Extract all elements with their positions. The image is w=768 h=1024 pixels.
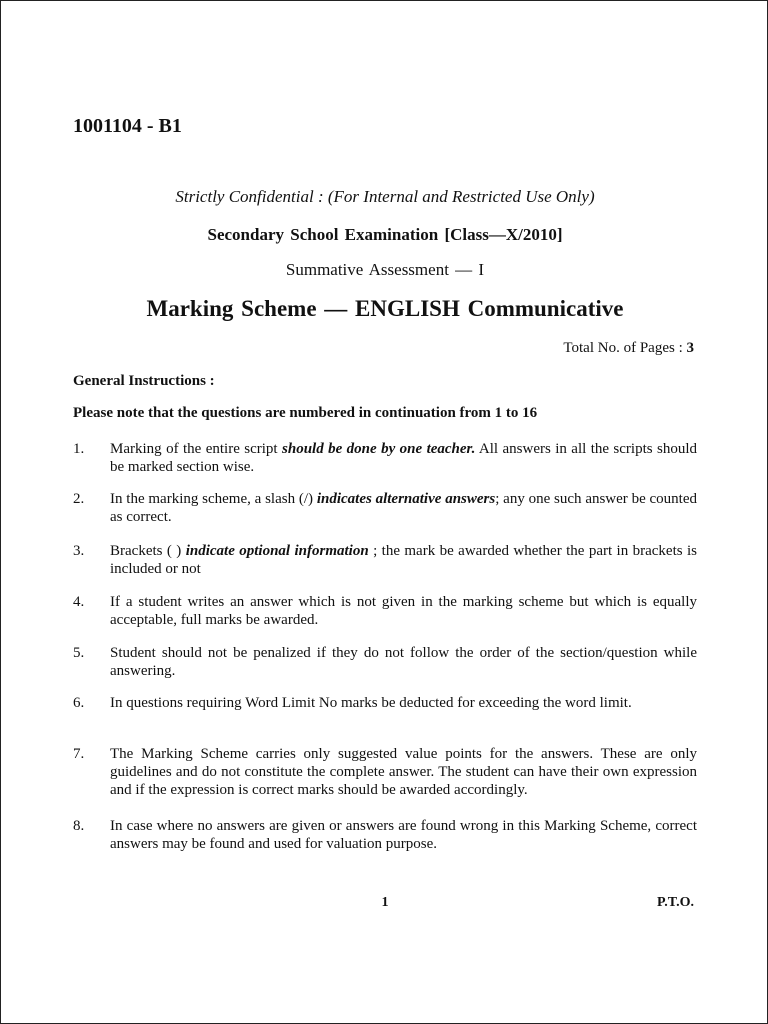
exam-name: Secondary School Examination [Class—X/2010] bbox=[207, 225, 563, 244]
item-number: 7. bbox=[73, 746, 85, 762]
item-text: In questions requiring Word Limit No marks be deducted for exceeding the word limit. bbox=[110, 695, 632, 711]
item-text-emphasis: should be done by one teacher. bbox=[282, 441, 476, 457]
item-text-plain: Marking of the entire script bbox=[110, 441, 283, 457]
instruction-item-2 bbox=[73, 490, 697, 526]
page-number: 1 bbox=[381, 895, 389, 910]
item-text-plain-after: All answers in all the scripts should be marked section wise. bbox=[110, 441, 698, 475]
numbering-note: Please note that the questions are numbered in continuation from 1 to 16 bbox=[73, 405, 538, 421]
item-text-emphasis: indicate optional information bbox=[185, 543, 369, 559]
item-text: If a student writes an answer which is not given in the marking scheme but which is equally acceptable, full marks be awarded. bbox=[110, 594, 697, 628]
item-text-plain: Brackets ( ) bbox=[110, 543, 186, 559]
item-text bbox=[110, 440, 697, 476]
item-text: Student should not be penalized if they do not follow the order of the section/question while answering. bbox=[110, 645, 697, 679]
item-text: In case where no answers are given or answers are found wrong in this Marking Scheme, correct answers may be found and used for valuation purpose. bbox=[110, 818, 697, 852]
item-text-plain: In the marking scheme, a slash (/) bbox=[110, 491, 317, 507]
item-number: 6. bbox=[73, 695, 85, 711]
total-pages-value: 3 bbox=[686, 340, 694, 356]
item-number: 5. bbox=[73, 645, 85, 661]
instruction-item-7 bbox=[73, 745, 697, 799]
item-text-emphasis: indicates alternative answers bbox=[316, 491, 496, 507]
item-number: 2. bbox=[73, 491, 85, 507]
item-text bbox=[110, 490, 697, 526]
instruction-item-6 bbox=[73, 694, 697, 712]
instructions-heading: General Instructions : bbox=[73, 373, 215, 389]
item-number: 3. bbox=[73, 543, 85, 559]
item-number: 4. bbox=[73, 594, 85, 610]
please-turn-over: P.T.O. bbox=[657, 895, 694, 910]
instruction-item-5 bbox=[73, 644, 697, 680]
instruction-item-3 bbox=[73, 542, 697, 578]
assessment-name: Summative Assessment — I bbox=[285, 260, 485, 279]
instruction-item-8 bbox=[73, 817, 697, 853]
instruction-item-1 bbox=[73, 440, 697, 476]
item-text bbox=[110, 542, 697, 578]
item-text: The Marking Scheme carries only suggested value points for the answers. These are only guidelines and do not constitute the complete answer. The student can have their own expression and if the expression is correct marks should be awarded accordingly. bbox=[110, 746, 697, 798]
item-number: 1. bbox=[73, 441, 85, 457]
total-pages bbox=[563, 340, 694, 357]
item-text-plain-after: ; the mark be awarded whether the part in brackets is included or not bbox=[110, 543, 697, 577]
total-pages-label: Total No. of Pages : bbox=[563, 340, 687, 356]
item-text-plain-after: ; any one such answer be counted as correct. bbox=[110, 491, 697, 525]
confidential-notice: Strictly Confidential : (For Internal and Restricted Use Only) bbox=[175, 187, 595, 206]
paper-code: 1001104 - B1 bbox=[73, 115, 182, 137]
item-number: 8. bbox=[73, 818, 85, 834]
instruction-item-4 bbox=[73, 593, 697, 629]
page-title: Marking Scheme — ENGLISH Communicative bbox=[146, 296, 624, 321]
